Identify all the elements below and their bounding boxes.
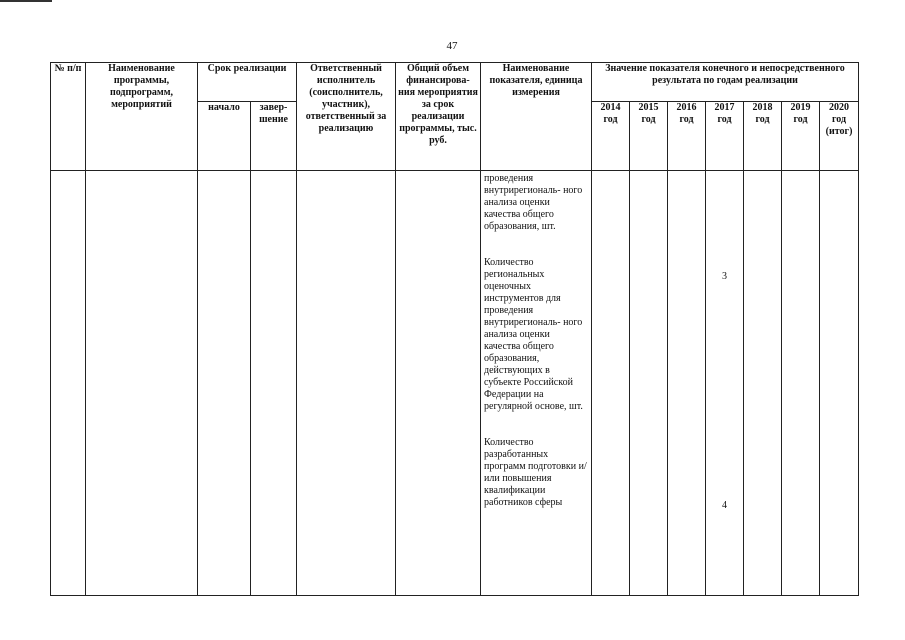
indicator-text-1: проведения внутрирегиональ- ного анализа оценки качества общего образования, шт.: [484, 173, 583, 232]
cell-term-start: [198, 171, 251, 596]
page-number: 47: [446, 40, 458, 52]
cell-year-2015: [630, 171, 668, 596]
header-year-2015: 2015 год: [630, 102, 668, 171]
indicator-2-value-2017: 3: [722, 271, 727, 282]
header-num: № п/п: [51, 63, 86, 171]
cell-year-2020: [820, 171, 859, 596]
cell-financing: [396, 171, 481, 596]
header-term-start: начало: [198, 102, 251, 171]
header-year-2018: 2018 год: [744, 102, 782, 171]
cell-term-end: [251, 171, 297, 596]
header-year-2016: 2016 год: [668, 102, 706, 171]
header-responsible: Ответственный исполнитель (соисполнитель, участник), ответственный за реализацию: [297, 63, 396, 171]
header-term-end: завер- шение: [251, 102, 297, 171]
scan-artifact-line: [0, 0, 52, 2]
header-year-2014: 2014 год: [592, 102, 630, 171]
cell-year-2014: [592, 171, 630, 596]
cell-responsible: [297, 171, 396, 596]
indicator-text-3: Количество разработанных программ подготовки и/или повышения квалификации работников сферы: [484, 437, 587, 508]
header-year-2017: 2017 год: [706, 102, 744, 171]
header-term: Срок реализации: [198, 63, 297, 102]
header-indicator: Наименование показателя, единица измерения: [481, 63, 592, 171]
cell-num: [51, 171, 86, 596]
table-row: [51, 171, 859, 596]
cell-indicator: [481, 171, 592, 596]
header-year-2020: 2020 год (итог): [820, 102, 859, 171]
indicator-text-2: Количество региональных оценочных инструментов для проведения внутрирегиональ- ного анализа оценки качества общего образования, действующих в субъекте Российской Федерации на регулярной основе, шт.: [484, 257, 583, 412]
cell-program-name: [86, 171, 198, 596]
cell-year-2016: [668, 171, 706, 596]
header-program-name: Наименование программы, подпрограмм, мероприятий: [86, 63, 198, 171]
header-value-group: Значение показателя конечного и непосредственного результата по годам реализации: [592, 63, 859, 102]
program-table: [50, 62, 859, 596]
cell-year-2019: [782, 171, 820, 596]
indicator-3-value-2017: 4: [722, 500, 727, 511]
header-year-2019: 2019 год: [782, 102, 820, 171]
cell-year-2018: [744, 171, 782, 596]
header-financing: Общий объем финансирова- ния мероприятия за срок реализации программы, тыс. руб.: [396, 63, 481, 171]
cell-year-2017: [706, 171, 744, 596]
